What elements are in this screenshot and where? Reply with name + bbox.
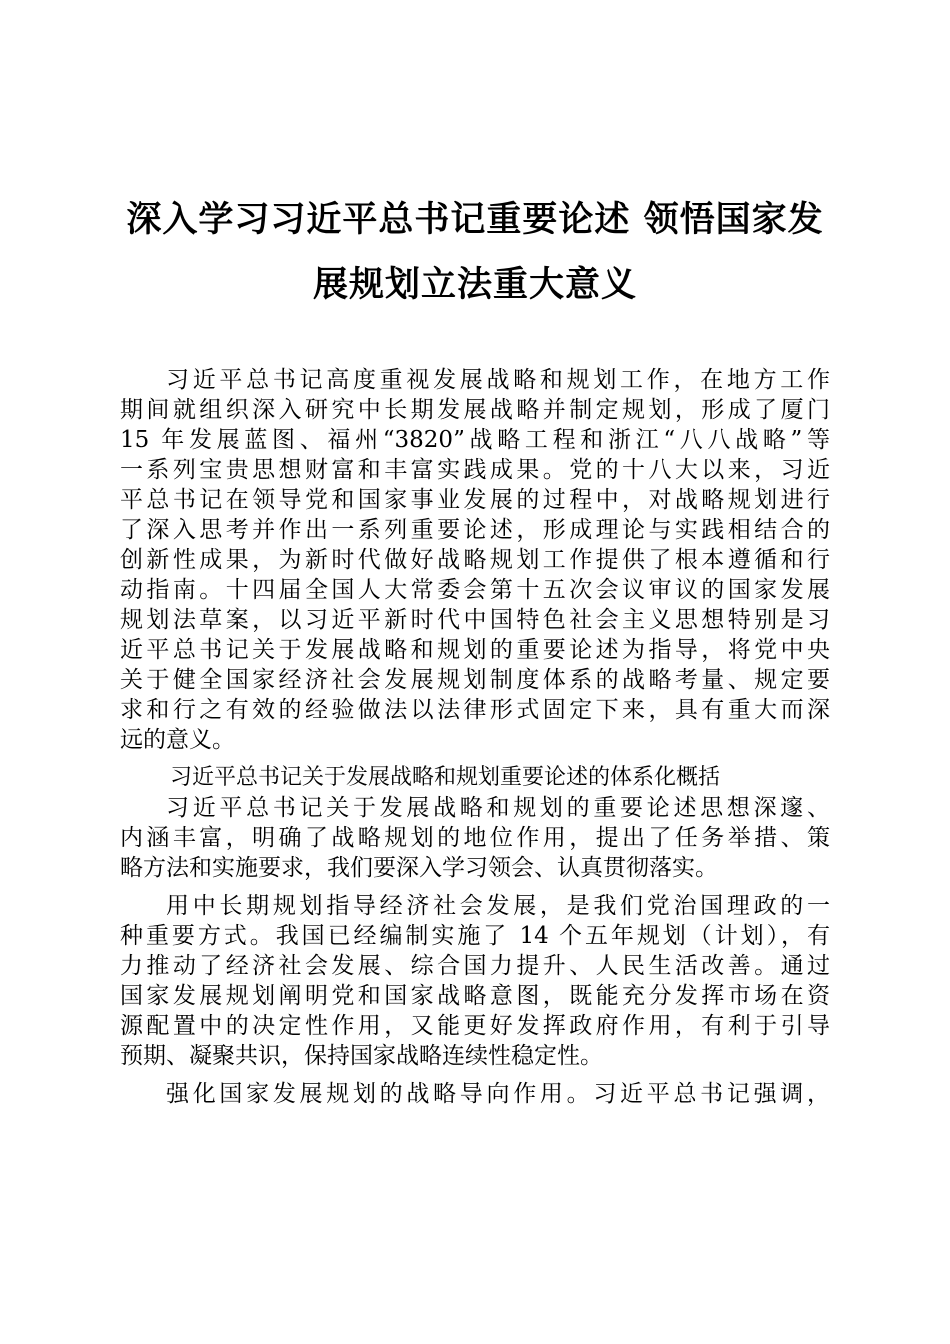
paragraph-4-line: 强化国家发展规划的战略导向作用。习近平总书记强调， xyxy=(166,1081,830,1107)
paragraph-1-line: 求和行之有效的经验做法以法律形式固定下来，具有重大而深 xyxy=(120,697,830,723)
document-title-line-2: 展规划立法重大意义 xyxy=(312,264,637,305)
paragraph-1-line: 创新性成果，为新时代做好战略规划工作提供了根本遵循和行 xyxy=(120,547,830,573)
paragraph-1-line: 了深入思考并作出一系列重要论述，形成理论与实践相结合的 xyxy=(120,517,830,543)
paragraph-3-line: 力推动了经济社会发展、综合国力提升、人民生活改善。通过 xyxy=(120,953,830,979)
paragraph-2-line: 内涵丰富，明确了战略规划的地位作用，提出了任务举措、策 xyxy=(120,825,830,851)
paragraph-1-line: 远的意义。 xyxy=(120,727,235,753)
paragraph-3-line: 源配置中的决定性作用，又能更好发挥政府作用，有利于引导 xyxy=(120,1013,830,1039)
paragraph-1-line: 近平总书记关于发展战略和规划的重要论述为指导，将党中央 xyxy=(120,637,830,663)
paragraph-1-line: 期间就组织深入研究中长期发展战略并制定规划，形成了厦门 xyxy=(120,397,830,423)
paragraph-3-line: 种重要方式。我国已经编制实施了 14 个五年规划（计划），有 xyxy=(120,923,830,949)
document-title-line-1: 深入学习习近平总书记重要论述 领悟国家发 xyxy=(126,199,824,240)
paragraph-3-line: 用中长期规划指导经济社会发展，是我们党治国理政的一 xyxy=(166,893,830,919)
paragraph-3-line: 预期、凝聚共识，保持国家战略连续性稳定性。 xyxy=(120,1043,603,1069)
paragraph-3-line: 国家发展规划阐明党和国家战略意图，既能充分发挥市场在资 xyxy=(120,983,830,1009)
paragraph-1-line: 一系列宝贵思想财富和丰富实践成果。党的十八大以来，习近 xyxy=(120,457,830,483)
paragraph-2-line: 略方法和实施要求，我们要深入学习领会、认真贯彻落实。 xyxy=(120,855,718,881)
paragraph-1-line: 关于健全国家经济社会发展规划制度体系的战略考量、规定要 xyxy=(120,667,830,693)
paragraph-2-line: 习近平总书记关于发展战略和规划的重要论述思想深邃、 xyxy=(166,795,830,821)
section-heading: 习近平总书记关于发展战略和规划重要论述的体系化概括 xyxy=(170,765,721,790)
paragraph-1-line: 动指南。十四届全国人大常委会第十五次会议审议的国家发展 xyxy=(120,577,830,603)
paragraph-1-line: 习近平总书记高度重视发展战略和规划工作，在地方工作 xyxy=(166,367,830,393)
document-body xyxy=(120,365,830,1109)
paragraph-1-line: 15 年发展蓝图、福州“3820”战略工程和浙江“八八战略”等 xyxy=(120,427,830,453)
paragraph-1-line: 规划法草案，以习近平新时代中国特色社会主义思想特别是习 xyxy=(120,607,830,633)
paragraph-1-line: 平总书记在领导党和国家事业发展的过程中，对战略规划进行 xyxy=(120,487,830,513)
